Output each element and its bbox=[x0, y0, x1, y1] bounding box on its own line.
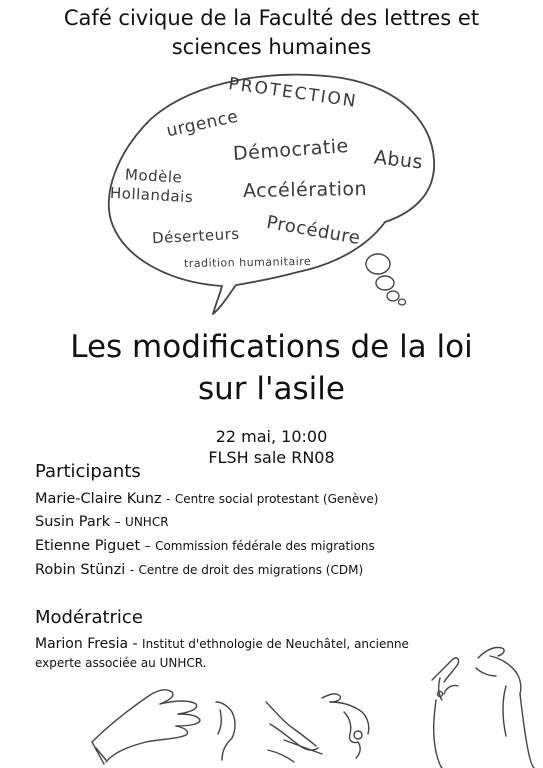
participant-item bbox=[35, 561, 363, 579]
participant-name: Susin Park bbox=[35, 514, 111, 530]
bubble-word-abus: Abus bbox=[372, 146, 425, 174]
participants-heading: Participants bbox=[35, 461, 141, 482]
participant-separator: – bbox=[144, 539, 151, 553]
participant-item bbox=[35, 513, 169, 531]
bubble-word-protection: PROTECTION bbox=[227, 74, 359, 112]
bubble-word-urgence: urgence bbox=[164, 106, 241, 142]
bubble-word-acceleration: Accélération bbox=[242, 177, 368, 203]
event-location: FLSH sale RN08 bbox=[208, 448, 335, 467]
moderatrice-affiliation-line-2: experte associée au UNHCR. bbox=[35, 656, 207, 670]
moderatrice-name: Marion Fresia bbox=[35, 636, 129, 652]
hand-sketch-pointing bbox=[216, 702, 235, 760]
participant-affiliation: Commission fédérale des migrations bbox=[155, 539, 375, 553]
gesturing-hands-illustration bbox=[0, 640, 543, 768]
moderatrice-affiliation-line-1: Institut d'ethnologie de Neuchâtel, ancienne bbox=[142, 637, 409, 651]
participant-affiliation: Centre social protestant (Genève) bbox=[174, 492, 379, 506]
hand-sketch-writing bbox=[266, 702, 322, 762]
participant-separator: - bbox=[166, 492, 171, 506]
participant-separator: – bbox=[114, 515, 121, 529]
event-date-time: 22 mai, 10:00 bbox=[215, 427, 328, 446]
bubble-word-tradition-humanitaire: tradition humanitaire bbox=[183, 254, 312, 271]
bubble-word-procedure: Procédure bbox=[264, 211, 363, 250]
event-title bbox=[0, 326, 543, 410]
participant-name: Robin Stünzi bbox=[35, 562, 126, 578]
participant-affiliation: UNHCR bbox=[125, 515, 169, 529]
participant-name: Marie-Claire Kunz bbox=[35, 491, 162, 507]
participant-item bbox=[35, 490, 378, 508]
participant-affiliation: Centre de droit des migrations (CDM) bbox=[138, 563, 364, 577]
participant-name: Etienne Piguet bbox=[35, 538, 141, 554]
bubble-word-hollandais: Hollandais bbox=[109, 183, 194, 207]
title-line-2: sur l'asile bbox=[198, 371, 345, 407]
bubble-word-deserteurs: Déserteurs bbox=[151, 224, 241, 248]
hand-sketch-raised bbox=[322, 694, 369, 758]
thought-bubble-outline bbox=[0, 0, 543, 330]
participant-item bbox=[35, 537, 375, 555]
thought-bubble-illustration bbox=[0, 0, 543, 330]
hand-sketch-right bbox=[476, 647, 534, 768]
bubble-word-modele: Modèle bbox=[124, 165, 183, 187]
moderatrice-separator: - bbox=[132, 636, 138, 652]
participant-separator: - bbox=[129, 563, 135, 577]
bubble-word-democratie: Démocratie bbox=[232, 134, 350, 166]
title-line-1: Les modifications de la loi bbox=[70, 329, 473, 365]
hand-sketch-arm bbox=[432, 658, 459, 768]
moderatrice-heading: Modératrice bbox=[35, 607, 143, 628]
header-line-2: sciences humaines bbox=[171, 35, 372, 59]
header-line-1: Café civique de la Faculté des lettres et bbox=[63, 6, 480, 30]
hand-sketch-open-palm bbox=[92, 690, 200, 764]
